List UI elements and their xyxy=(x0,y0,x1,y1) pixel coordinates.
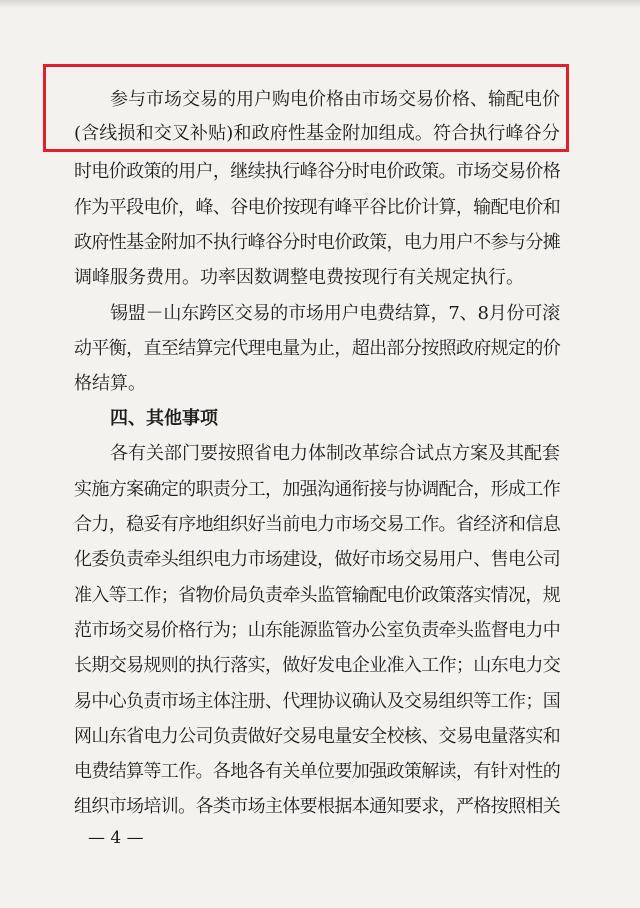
highlight-box xyxy=(43,64,569,152)
page-number: — 4 — xyxy=(88,828,144,848)
document-page: 参与市场交易的用户购电价格由市场交易价格、输配电价 (含线损和交叉补贴)和政府性基金附加组成。符合执行峰谷分 时电价政策的用户，继续执行峰谷分时电价政策。市场交易价格 作为平段电价，峰、谷电价按现有峰平谷比价计算，输配电价和 政府性基金附加不执行峰谷分时电价政策，电力用户不参与分摊 调峰服务费用。功率因数调整电费按现行有关规定执行。 锡盟－山东跨区交易的市场用户电费结算，7、8月份可滚 动平衡，直至结算完代理电量为止，超出部分按照政府规定的价 格结算。 四、其他事项 各有关部门要按照省电力体制改革综合试点方案及其配套 实施方案确定的职责分工，加强沟通衔接与协调配合，形成工作 合力，稳妥有序地组织好当前电力市场交易工作。省经济和信息 化委负责牵头组织电力市场建设，做好市场交易用户、售电公司 准入等工作；省物价局负责牵头监管输配电价政策落实情况，规 范市场交易价格行为；山东能源监管办公室负责牵头监督电力中 长期交易规则的执行落实，做好发电企业准入工作；山东电力交 易中心负责市场主体注册、代理协议确认及交易组织等工作；国 网山东省电力公司负责做好交易电量安全校核、交易电量落实和 电费结算等工作。各地各有关单位要加强政策解读，有针对性的 组织市场培训。各类市场主体要根据本通知要求，严格按照相关 — 4 — xyxy=(0,0,640,908)
